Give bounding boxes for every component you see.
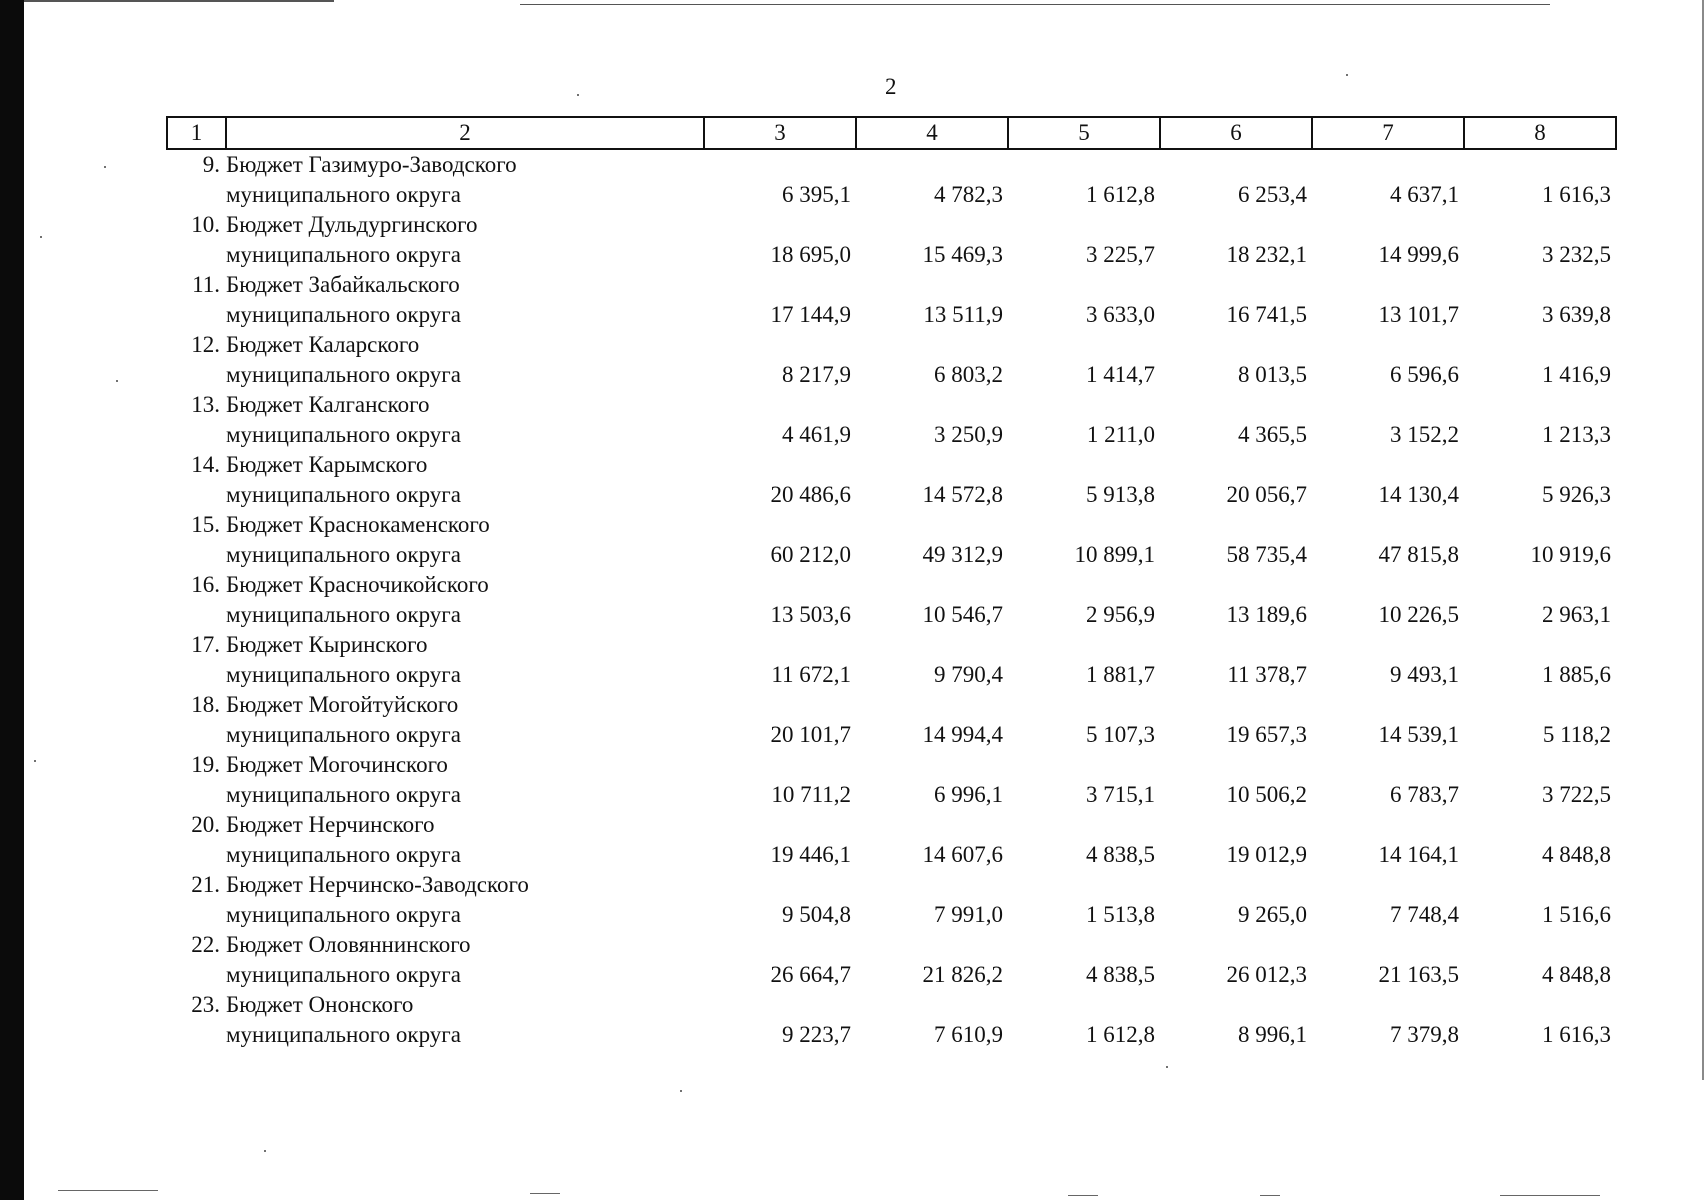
value-col-7: 10 226,5 — [1378, 602, 1459, 627]
budget-name-cell — [226, 870, 704, 930]
value-col-6: 6 253,4 — [1238, 182, 1307, 207]
value-col-8: 1 516,6 — [1542, 902, 1611, 927]
table-row — [167, 750, 1616, 810]
value-col-8: 10 919,6 — [1530, 542, 1611, 567]
value-col-7: 6 596,6 — [1390, 362, 1459, 387]
value-col-5: 4 838,5 — [1086, 842, 1155, 867]
budget-name-line2: муниципального округа — [226, 182, 461, 207]
value-col-6: 9 265,0 — [1238, 902, 1307, 927]
value-col-4: 6 803,2 — [934, 362, 1003, 387]
header-cell: 1 — [167, 117, 226, 149]
value-col-3: 8 217,9 — [782, 362, 851, 387]
value-col-6: 58 735,4 — [1226, 542, 1307, 567]
value-col-4: 4 782,3 — [934, 182, 1003, 207]
table-row — [167, 210, 1616, 270]
value-col-8: 3 639,8 — [1542, 302, 1611, 327]
value-col-7: 9 493,1 — [1390, 662, 1459, 687]
budget-name-line2: муниципального округа — [226, 242, 461, 267]
row-number: 20. — [191, 812, 220, 837]
value-col-5: 3 633,0 — [1086, 302, 1155, 327]
budget-name-cell — [226, 930, 704, 990]
value-col-7: 14 999,6 — [1378, 242, 1459, 267]
budget-name-cell — [226, 570, 704, 630]
value-col-4: 14 607,6 — [922, 842, 1003, 867]
budget-name-cell — [226, 450, 704, 510]
row-number: 21. — [191, 872, 220, 897]
budget-name-line2: муниципального округа — [226, 722, 461, 747]
row-number: 11. — [192, 272, 220, 297]
budget-name-line2: муниципального округа — [226, 602, 461, 627]
header-cell: 5 — [1008, 117, 1160, 149]
value-col-3: 4 461,9 — [782, 422, 851, 447]
budget-name-line1: Бюджет Нерчинского — [226, 812, 435, 837]
budget-name-line1: Бюджет Газимуро-Заводского — [226, 152, 517, 177]
table-row — [167, 810, 1616, 870]
value-col-6: 18 232,1 — [1226, 242, 1307, 267]
budget-name-line2: муниципального округа — [226, 302, 461, 327]
value-col-6: 4 365,5 — [1238, 422, 1307, 447]
row-number: 18. — [191, 692, 220, 717]
value-col-5: 2 956,9 — [1086, 602, 1155, 627]
scan-top-line — [24, 0, 334, 2]
scan-bottom-dash — [530, 1193, 560, 1194]
table-header-row — [167, 117, 1616, 149]
value-col-8: 1 213,3 — [1542, 422, 1611, 447]
value-col-4: 14 572,8 — [922, 482, 1003, 507]
value-col-5: 10 899,1 — [1074, 542, 1155, 567]
budget-name-cell — [226, 690, 704, 750]
value-col-7: 3 152,2 — [1390, 422, 1459, 447]
table-row — [167, 450, 1616, 510]
value-col-4: 7 991,0 — [934, 902, 1003, 927]
scan-speck — [577, 94, 579, 96]
header-cell: 8 — [1464, 117, 1616, 149]
budget-name-cell — [226, 990, 704, 1050]
row-number: 12. — [191, 332, 220, 357]
row-number: 23. — [191, 992, 220, 1017]
scan-speck — [1166, 1066, 1168, 1068]
value-col-8: 5 926,3 — [1542, 482, 1611, 507]
budget-name-line1: Бюджет Красночикойского — [226, 572, 489, 597]
budget-name-line1: Бюджет Могочинского — [226, 752, 448, 777]
header-cell: 4 — [856, 117, 1008, 149]
budget-name-line1: Бюджет Дульдургинского — [226, 212, 478, 237]
scan-edge-right — [1702, 0, 1704, 1080]
value-col-7: 6 783,7 — [1390, 782, 1459, 807]
value-col-6: 13 189,6 — [1226, 602, 1307, 627]
value-col-7: 7 379,8 — [1390, 1022, 1459, 1047]
table-body — [167, 149, 1616, 1050]
value-col-4: 7 610,9 — [934, 1022, 1003, 1047]
value-col-4: 14 994,4 — [922, 722, 1003, 747]
value-col-4: 6 996,1 — [934, 782, 1003, 807]
budget-name-line2: муниципального округа — [226, 782, 461, 807]
budget-name-cell — [226, 390, 704, 450]
scan-speck — [264, 1150, 266, 1152]
value-col-3: 11 672,1 — [771, 662, 851, 687]
value-col-4: 3 250,9 — [934, 422, 1003, 447]
value-col-4: 49 312,9 — [922, 542, 1003, 567]
value-col-3: 20 486,6 — [770, 482, 851, 507]
budget-name-cell — [226, 210, 704, 270]
row-number: 17. — [191, 632, 220, 657]
table-row — [167, 570, 1616, 630]
value-col-5: 3 225,7 — [1086, 242, 1155, 267]
scan-speck — [34, 760, 36, 762]
table-row — [167, 870, 1616, 930]
budget-name-line1: Бюджет Оловяннинского — [226, 932, 471, 957]
scan-bottom-dash — [1260, 1195, 1280, 1196]
budget-name-line2: муниципального округа — [226, 662, 461, 687]
budget-name-line2: муниципального округа — [226, 842, 461, 867]
budget-name-line1: Бюджет Краснокаменского — [226, 512, 490, 537]
value-col-5: 5 913,8 — [1086, 482, 1155, 507]
value-col-4: 10 546,7 — [922, 602, 1003, 627]
budget-name-line1: Бюджет Калганского — [226, 392, 430, 417]
table-row — [167, 390, 1616, 450]
budget-name-cell — [226, 510, 704, 570]
budget-name-cell — [226, 630, 704, 690]
row-number: 15. — [191, 512, 220, 537]
row-number: 19. — [191, 752, 220, 777]
value-col-6: 20 056,7 — [1226, 482, 1307, 507]
table-row — [167, 630, 1616, 690]
value-col-3: 17 144,9 — [770, 302, 851, 327]
value-col-6: 10 506,2 — [1226, 782, 1307, 807]
scan-bottom-dash — [1500, 1195, 1600, 1196]
budget-name-line2: муниципального округа — [226, 422, 461, 447]
value-col-6: 26 012,3 — [1226, 962, 1307, 987]
table-row — [167, 330, 1616, 390]
value-col-6: 8 013,5 — [1238, 362, 1307, 387]
budget-name-cell — [226, 750, 704, 810]
value-col-5: 1 612,8 — [1086, 1022, 1155, 1047]
table-row — [167, 930, 1616, 990]
budget-name-line2: муниципального округа — [226, 902, 461, 927]
budget-name-line2: муниципального округа — [226, 362, 461, 387]
budget-name-line1: Бюджет Забайкальского — [226, 272, 460, 297]
scan-bottom-dash — [58, 1190, 158, 1191]
value-col-6: 19 012,9 — [1226, 842, 1307, 867]
value-col-3: 6 395,1 — [782, 182, 851, 207]
table-row — [167, 510, 1616, 570]
value-col-5: 1 612,8 — [1086, 182, 1155, 207]
value-col-8: 5 118,2 — [1542, 722, 1611, 747]
value-col-3: 18 695,0 — [770, 242, 851, 267]
value-col-6: 8 996,1 — [1238, 1022, 1307, 1047]
value-col-3: 13 503,6 — [770, 602, 851, 627]
value-col-8: 1 616,3 — [1542, 182, 1611, 207]
budget-name-line2: муниципального округа — [226, 542, 461, 567]
table-row — [167, 990, 1616, 1050]
value-col-8: 4 848,8 — [1542, 962, 1611, 987]
value-col-6: 19 657,3 — [1226, 722, 1307, 747]
value-col-6: 16 741,5 — [1226, 302, 1307, 327]
value-col-4: 15 469,3 — [922, 242, 1003, 267]
value-col-7: 7 748,4 — [1390, 902, 1459, 927]
table-row — [167, 690, 1616, 750]
value-col-7: 14 164,1 — [1378, 842, 1459, 867]
scan-speck — [1346, 74, 1348, 76]
table-row — [167, 270, 1616, 330]
value-col-7: 4 637,1 — [1390, 182, 1459, 207]
budget-name-line2: муниципального округа — [226, 962, 461, 987]
value-col-8: 3 722,5 — [1542, 782, 1611, 807]
header-cell: 7 — [1312, 117, 1464, 149]
value-col-7: 13 101,7 — [1378, 302, 1459, 327]
budget-name-line1: Бюджет Ононского — [226, 992, 414, 1017]
scan-edge-left — [0, 0, 24, 1200]
value-col-3: 10 711,2 — [771, 782, 851, 807]
value-col-5: 5 107,3 — [1086, 722, 1155, 747]
value-col-8: 1 416,9 — [1542, 362, 1611, 387]
value-col-3: 60 212,0 — [770, 542, 851, 567]
row-number: 16. — [191, 572, 220, 597]
value-col-6: 11 378,7 — [1227, 662, 1307, 687]
header-cell: 3 — [704, 117, 856, 149]
budget-name-cell — [226, 149, 704, 210]
budget-name-cell — [226, 810, 704, 870]
budget-name-line1: Бюджет Каларского — [226, 332, 420, 357]
header-cell: 6 — [1160, 117, 1312, 149]
scan-speck — [116, 380, 118, 382]
value-col-5: 3 715,1 — [1086, 782, 1155, 807]
value-col-3: 9 504,8 — [782, 902, 851, 927]
header-cell: 2 — [226, 117, 704, 149]
value-col-8: 4 848,8 — [1542, 842, 1611, 867]
budget-name-line1: Бюджет Могойтуйского — [226, 692, 459, 717]
value-col-4: 21 826,2 — [922, 962, 1003, 987]
row-number: 22. — [191, 932, 220, 957]
scan-top-line — [520, 4, 1550, 5]
value-col-8: 2 963,1 — [1542, 602, 1611, 627]
value-col-7: 21 163,5 — [1378, 962, 1459, 987]
scan-speck — [40, 236, 42, 238]
value-col-3: 20 101,7 — [770, 722, 851, 747]
budget-name-line1: Бюджет Нерчинско-Заводского — [226, 872, 529, 897]
value-col-5: 1 211,0 — [1086, 422, 1155, 447]
value-col-8: 3 232,5 — [1542, 242, 1611, 267]
value-col-7: 47 815,8 — [1378, 542, 1459, 567]
budget-name-line2: муниципального округа — [226, 482, 461, 507]
row-number: 13. — [191, 392, 220, 417]
row-number: 10. — [191, 212, 220, 237]
value-col-5: 1 414,7 — [1086, 362, 1155, 387]
value-col-3: 9 223,7 — [782, 1022, 851, 1047]
value-col-5: 4 838,5 — [1086, 962, 1155, 987]
page-number: 2 — [885, 74, 897, 99]
value-col-4: 13 511,9 — [923, 302, 1003, 327]
scan-speck — [680, 1090, 682, 1092]
budget-name-cell — [226, 330, 704, 390]
value-col-5: 1 881,7 — [1086, 662, 1155, 687]
budget-table — [166, 116, 1617, 1050]
value-col-3: 26 664,7 — [770, 962, 851, 987]
value-col-3: 19 446,1 — [770, 842, 851, 867]
budget-name-line1: Бюджет Кыринского — [226, 632, 428, 657]
value-col-4: 9 790,4 — [934, 662, 1003, 687]
value-col-8: 1 616,3 — [1542, 1022, 1611, 1047]
value-col-8: 1 885,6 — [1542, 662, 1611, 687]
row-number: 14. — [191, 452, 220, 477]
budget-name-cell — [226, 270, 704, 330]
scan-bottom-dash — [1068, 1195, 1098, 1196]
row-number: 9. — [202, 152, 220, 177]
scan-speck — [104, 166, 106, 168]
budget-name-line2: муниципального округа — [226, 1022, 461, 1047]
table-row — [167, 149, 1616, 210]
value-col-7: 14 130,4 — [1378, 482, 1459, 507]
budget-name-line1: Бюджет Карымского — [226, 452, 428, 477]
value-col-7: 14 539,1 — [1378, 722, 1459, 747]
value-col-5: 1 513,8 — [1086, 902, 1155, 927]
